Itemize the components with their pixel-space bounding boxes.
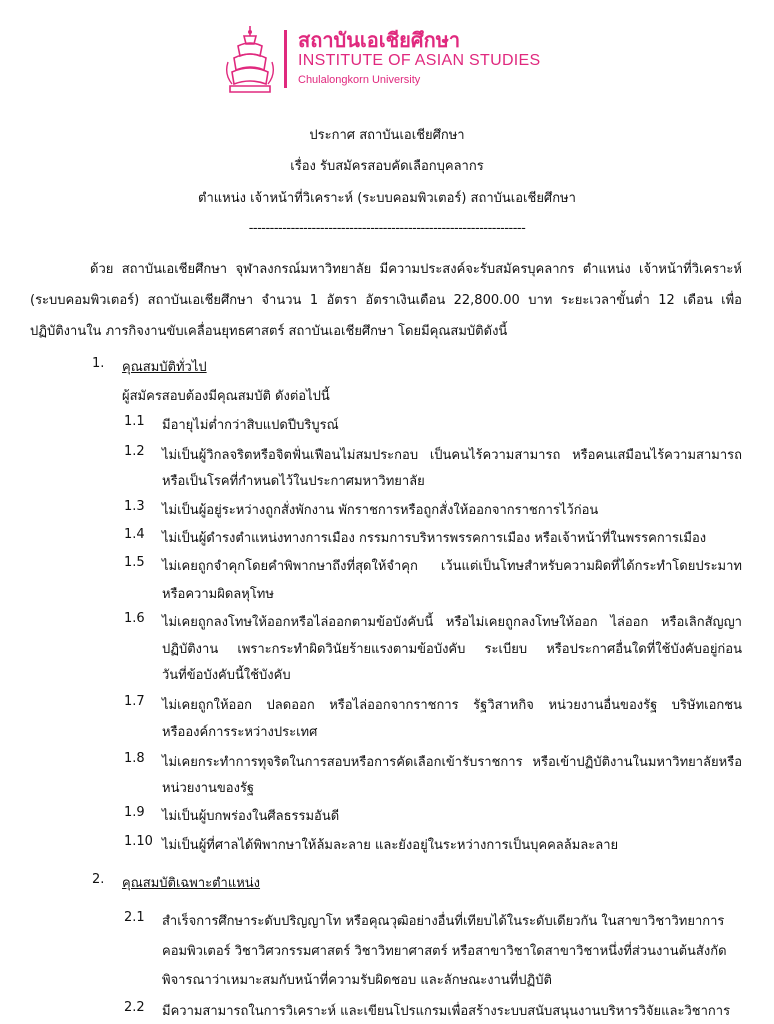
item-text: ไม่เคยถูกให้ออก ปลดออก หรือไล่ออกจากราชการ รัฐวิสาหกิจ หน่วยงานอื่นของรัฐ บริษัทเอกชน	[162, 698, 742, 713]
item-number: 1.3	[124, 499, 145, 514]
item-text: ไม่เป็นผู้ที่ศาลได้พิพากษาให้ล้มละลาย และยังอยู่ในระหว่างการเป็นบุคคลล้มละลาย	[162, 838, 619, 853]
item-number: 2.2	[124, 1000, 145, 1015]
logo-divider	[284, 30, 287, 88]
logo-english-name: INSTITUTE OF ASIAN STUDIES	[298, 52, 541, 69]
announcement-subject: เรื่อง รับสมัครสอบคัดเลือกบุคลากร	[290, 159, 484, 174]
item-text: มีอายุไม่ต่ำกว่าสิบแปดปีบริบูรณ์	[162, 418, 339, 433]
section-1-number: 1.	[92, 356, 105, 371]
header-divider: ------------------------------------------------------------------	[248, 221, 526, 236]
item-text-continued: พิจารณาว่าเหมาะสมกับหน้าที่ความรับผิดชอบ และลักษณะงานที่ปฏิบัติ	[162, 973, 552, 988]
item-number: 1.2	[124, 444, 145, 459]
item-text: ไม่เคยถูกลงโทษให้ออกหรือไล่ออกตามข้อบังคับนี้ หรือไม่เคยถูกลงโทษให้ออก ไล่ออก หรือเลิกสัญญา	[162, 615, 742, 630]
item-text-continued: วันที่ข้อบังคับนี้ใช้บังคับ	[162, 668, 291, 683]
item-text: ไม่เป็นผู้บกพร่องในศีลธรรมอันดี	[162, 809, 340, 824]
announcement-position: ตำแหน่ง เจ้าหน้าที่วิเคราะห์ (ระบบคอมพิวเตอร์) สถาบันเอเชียศึกษา	[198, 191, 576, 206]
section-1-lead: ผู้สมัครสอบต้องมีคุณสมบัติ ดังต่อไปนี้	[122, 389, 330, 404]
item-text: ไม่เป็นผู้อยู่ระหว่างถูกสั่งพักงาน พักราชการหรือถูกสั่งให้ออกจากราชการไว้ก่อน	[162, 503, 599, 518]
item-text: ไม่เป็นผู้วิกลจริตหรือจิตฟั่นเฟือนไม่สมประกอบ เป็นคนไร้ความสามารถ หรือคนเสมือนไร้ความสามารถ	[162, 448, 742, 463]
item-number: 1.4	[124, 527, 145, 542]
item-number: 2.1	[124, 910, 145, 925]
item-number: 1.10	[124, 834, 153, 849]
item-text-continued: หรือเป็นโรคที่กำหนดไว้ในประกาศมหาวิทยาลัย	[162, 474, 425, 489]
intro-line-1: ด้วย สถาบันเอเชียศึกษา จุฬาลงกรณ์มหาวิทยาลัย มีความประสงค์จะรับสมัครบุคลากร ตำแหน่ง เจ้าหน้าที่วิเคราะห์	[90, 262, 742, 277]
item-number: 1.1	[124, 414, 145, 429]
intro-line-2: (ระบบคอมพิวเตอร์) สถาบันเอเชียศึกษา จำนวน 1 อัตรา อัตราเงินเดือน 22,800.00 บาท ระยะเวลาขั้นต่ำ 12 เดือน เพื่อ	[30, 293, 742, 308]
item-number: 1.7	[124, 694, 145, 709]
item-text: ไม่เคยถูกจำคุกโดยคำพิพากษาถึงที่สุดให้จำคุก เว้นแต่เป็นโทษสำหรับความผิดที่ได้กระทำโดยประมาท	[162, 559, 742, 574]
chula-emblem-icon	[224, 22, 276, 96]
section-2-title: คุณสมบัติเฉพาะตำแหน่ง	[122, 876, 261, 891]
section-2-number: 2.	[92, 872, 105, 887]
announcement-title: ประกาศ สถาบันเอเชียศึกษา	[309, 128, 465, 143]
item-number: 1.6	[124, 611, 145, 626]
item-number: 1.5	[124, 555, 145, 570]
intro-line-3: ปฏิบัติงานใน ภารกิจงานขับเคลื่อนยุทธศาสตร์ สถาบันเอเชียศึกษา โดยมีคุณสมบัติดังนี้	[30, 324, 508, 339]
section-1-title: คุณสมบัติทั่วไป	[122, 360, 207, 375]
item-text: ไม่เป็นผู้ดำรงตำแหน่งทางการเมือง กรรมการบริหารพรรคการเมือง หรือเจ้าหน้าที่ในพรรคการเมือง	[162, 531, 707, 546]
item-text-continued: หน่วยงานของรัฐ	[162, 781, 255, 796]
logo-thai-name: สถาบันเอเชียศึกษา	[298, 28, 461, 52]
item-text: ไม่เคยกระทำการทุจริตในการสอบหรือการคัดเลือกเข้ารับราชการ หรือเข้าปฏิบัติงานในมหาวิทยาลัยหรือ	[162, 755, 742, 770]
logo-university-name: Chulalongkorn University	[298, 74, 421, 86]
item-text-continued: คอมพิวเตอร์ วิชาวิศวกรรมศาสตร์ วิชาวิทยาศาสตร์ หรือสาขาวิชาใดสาขาวิชาหนึ่งที่ส่วนงานต้นสังกัด	[162, 944, 727, 959]
institute-logo	[224, 22, 554, 100]
item-text-continued: หรือความผิดลหุโทษ	[162, 587, 274, 602]
item-text: สำเร็จการศึกษาระดับปริญญาโท หรือคุณวุฒิอย่างอื่นที่เทียบได้ในระดับเดียวกัน ในสาขาวิชาวิทยาการ	[162, 914, 725, 929]
item-number: 1.8	[124, 751, 145, 766]
item-text: มีความสามารถในการวิเคราะห์ และเขียนโปรแกรมเพื่อสร้างระบบสนับสนุนงานบริหารวิจัยและวิชาการ	[162, 1004, 731, 1019]
item-number: 1.9	[124, 805, 145, 820]
item-text-continued: หรือองค์การระหว่างประเทศ	[162, 725, 318, 740]
item-text-continued: ปฏิบัติงาน เพราะกระทำผิดวินัยร้ายแรงตามข้อบังคับ ระเบียบ หรือประกาศอื่นใดที่ใช้บังคับอยู่ก่อน	[162, 642, 742, 657]
